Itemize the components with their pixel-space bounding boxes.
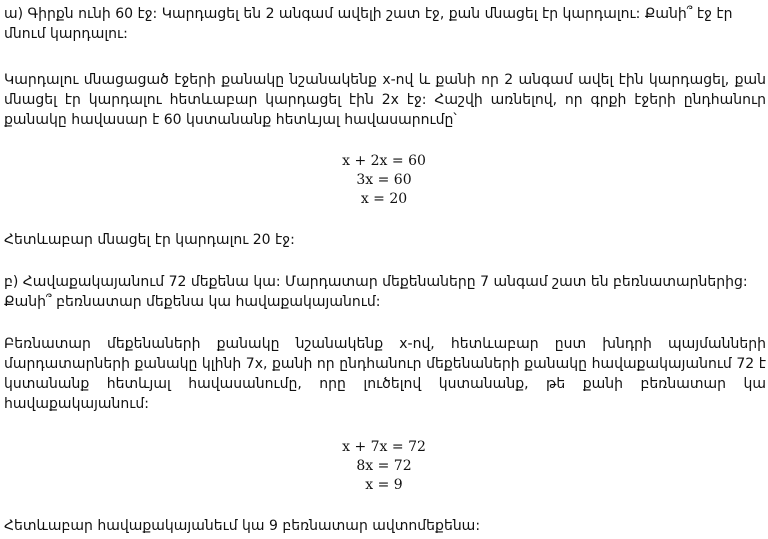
equation-a-line-3: x = 20: [360, 191, 408, 207]
answer-b-text: Հետևաբար հավաքակայանեւմ կա 9 բեռնատար ավտոմեքենա:: [4, 518, 481, 534]
equation-a-line-1: x + 2x = 60: [342, 153, 426, 169]
equation-block-b: [0, 438, 768, 495]
solution-b-explanation: Բեռնատար մեքենաների քանակը նշանակենք x-ով, հետևաբար ըստ խնդրի պայմանների մարդատարների քանակը կլինի 7x, քանի որ ընդհանուր մեքենաների քանակը հավաքակայանում 72 է կստանանք հետևյալ հավասանումը, որը լուծելով կստանանք, թե քանի բեռնատար կա հավաքակայանում:: [4, 336, 766, 412]
problem-a-text: ա) Գիրքն ունի 60 էջ: Կարդացել են 2 անգամ ավելի շատ էջ, քան մնացել էր կարդալու: Քանի՞ էջ էր մնում կարդալու:: [4, 6, 733, 42]
equation-b-line-3: x = 9: [365, 477, 403, 493]
answer-a-text: Հետևաբար մնացել էր կարդալու 20 էջ:: [4, 232, 295, 248]
problem-b-text: բ) Հավաքակայանում 72 մեքենա կա: Մարդատար մեքենաները 7 անգամ շատ են բեռնատարներից: Քանի՞ բեռնատար մեքենա կա հավաքակայանում:: [4, 274, 748, 310]
equation-b-line-1: x + 7x = 72: [342, 439, 426, 455]
equation-b-line-2: 8x = 72: [356, 458, 412, 474]
equation-a-line-2: 3x = 60: [356, 172, 412, 188]
solution-a-explanation: Կարդալու մնացացած էջերի քանակը նշանակենք x-ով և քանի որ 2 անգամ ավել էին կարդացել, քան մնացել էր կարդալու հետևաբար կարդացել էին 2x էջ: Հաշվի առնելով, որ գրքի էջերի ընդհանուր քանակը հավասար է 60 կստանանք հետևյալ հավասարումը՝: [4, 72, 766, 128]
equation-block-a: [0, 152, 768, 209]
